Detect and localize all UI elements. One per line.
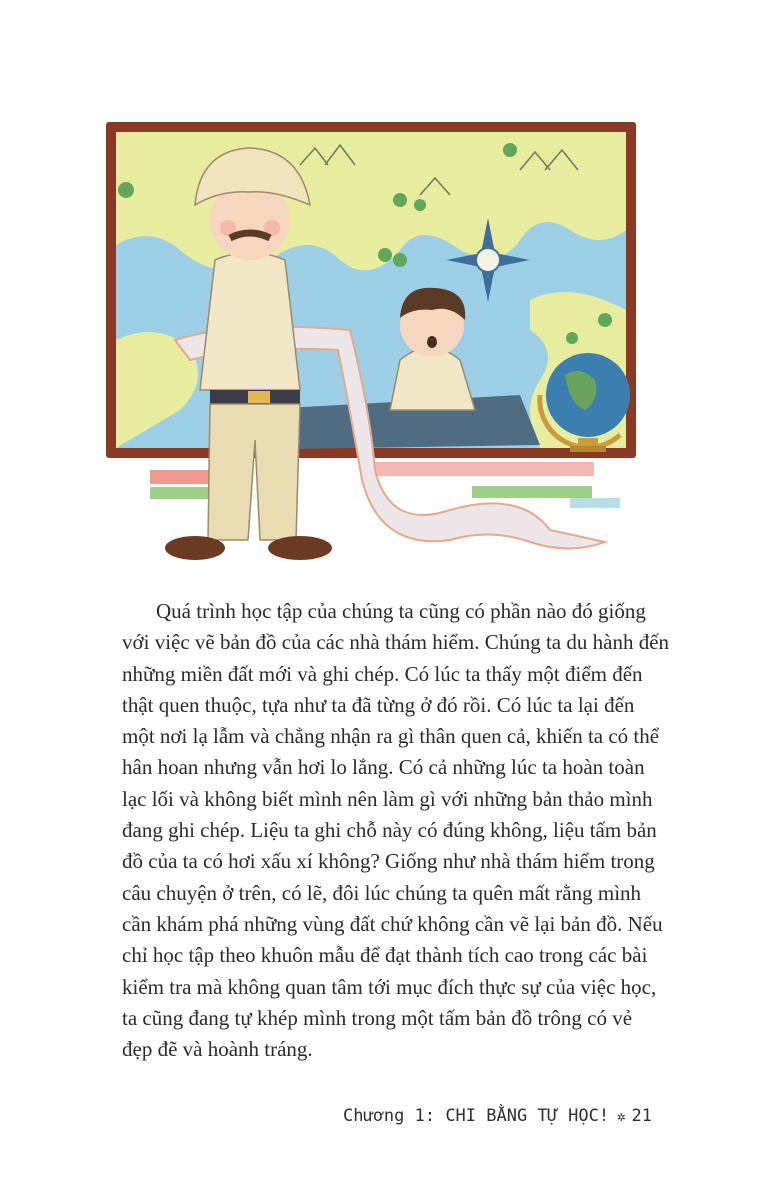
body-line: chỉ học tập theo khuôn mẫu để đạt thành tích cao trong các bài: [122, 943, 648, 968]
strip-green: [472, 486, 592, 498]
body-line: ta cũng đang tự khép mình trong một tấm bản đồ trông có vẻ: [122, 1005, 633, 1030]
strip-pink: [372, 462, 594, 476]
body-line: đang ghi chép. Liệu ta ghi chỗ này có đúng không, liệu tấm bản: [122, 818, 657, 843]
separator-star-icon: ✲: [617, 1109, 626, 1125]
body-line: hân hoan nhưng vẫn hơi lo lắng. Có cả những lúc ta hoàn toàn: [122, 755, 645, 780]
body-line: kiểm tra mà không quan tâm tới mục đích thực sự của việc học,: [122, 974, 657, 999]
body-line: đẹp đẽ và hoành tráng.: [122, 1037, 313, 1062]
body-line: với việc vẽ bản đồ của các nhà thám hiểm. Chúng ta du hành đến: [122, 630, 670, 655]
map-explorers-illustration: [100, 110, 640, 565]
body-line: những miền đất mới và ghi chép. Có lúc ta thấy một điểm đến: [122, 661, 643, 686]
body-paragraph: [122, 596, 670, 1065]
body-line: đồ của ta có hơi xấu xí không? Giống như nhà thám hiểm trong: [122, 849, 655, 874]
body-line: thật quen thuộc, tựa như ta đã từng ở đó rồi. Có lúc ta lại đến: [122, 692, 635, 717]
strip-blue: [570, 498, 620, 508]
body-line: một nơi lạ lẫm và chẳng nhận ra gì thân quen cả, khiến ta có thể: [122, 724, 660, 749]
running-footer: [343, 1106, 652, 1126]
body-line: cần khám phá những vùng đất chứ không cần vẽ lại bản đồ. Nếu: [122, 911, 663, 936]
body-line: Quá trình học tập của chúng ta cũng có phần nào đó giống: [156, 599, 646, 623]
body-line: câu chuyện ở trên, có lẽ, đôi lúc chúng ta quên mất rằng mình: [122, 880, 642, 905]
chapter-title: Chương 1: CHI BẰNG TỰ HỌC!: [342, 1106, 610, 1126]
page-number: 21: [631, 1106, 652, 1126]
illustration-svg: [100, 110, 640, 565]
body-line: lạc lối và không biết mình nên làm gì với những bản thảo mình: [122, 786, 653, 811]
